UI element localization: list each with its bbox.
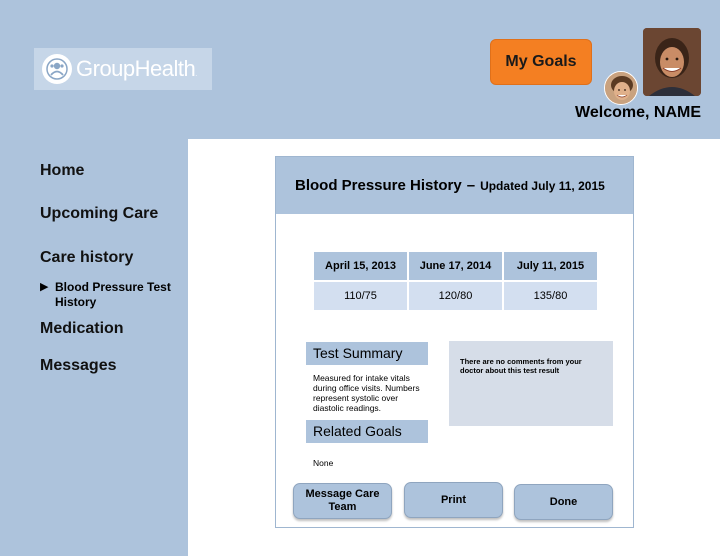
done-button[interactable]: Done bbox=[514, 484, 613, 520]
sidebar-item-messages[interactable]: Messages bbox=[40, 357, 117, 374]
table-cell: 110/75 bbox=[314, 282, 407, 310]
updated-date: Updated July 11, 2015 bbox=[480, 178, 605, 193]
page-title: Blood Pressure History bbox=[295, 177, 462, 194]
panel-header bbox=[276, 157, 633, 214]
related-goals-value: None bbox=[313, 458, 334, 468]
grouphealth-logo[interactable] bbox=[34, 48, 212, 90]
bp-history-panel bbox=[275, 156, 634, 528]
table-cell: 120/80 bbox=[409, 282, 502, 310]
test-summary-heading: Test Summary bbox=[306, 342, 428, 365]
avatar-child[interactable] bbox=[604, 71, 638, 105]
sidebar bbox=[0, 139, 188, 556]
sidebar-item-home[interactable]: Home bbox=[40, 162, 85, 179]
sidebar-subitem-label: Blood Pressure Test History bbox=[55, 280, 171, 309]
welcome-message: Welcome, NAME bbox=[575, 104, 701, 121]
doctor-comment-text: There are no comments from your doctor about this test result bbox=[460, 357, 582, 375]
sidebar-item-medication[interactable]: Medication bbox=[40, 320, 124, 337]
related-goals-heading: Related Goals bbox=[306, 420, 428, 443]
triangle-right-icon: ▶ bbox=[40, 281, 49, 293]
message-care-team-button[interactable]: Message Care Team bbox=[293, 483, 392, 519]
bp-readings-table bbox=[312, 250, 599, 312]
column-header: April 15, 2013 bbox=[314, 252, 407, 280]
column-header: July 11, 2015 bbox=[504, 252, 597, 280]
table-header-row bbox=[314, 252, 597, 280]
print-button[interactable]: Print bbox=[404, 482, 503, 518]
my-goals-button[interactable]: My Goals bbox=[490, 39, 592, 85]
test-summary-text: Measured for intake vitals during office visits. Numbers represent systolic over diastolic readings. bbox=[313, 373, 420, 413]
table-row bbox=[314, 282, 597, 310]
sidebar-subitem-blood-pressure[interactable] bbox=[40, 280, 185, 310]
title-dash: – bbox=[466, 177, 476, 194]
sidebar-item-care-history[interactable]: Care history bbox=[40, 249, 134, 266]
doctor-comment-box bbox=[449, 341, 613, 426]
table-cell: 135/80 bbox=[504, 282, 597, 310]
logo-emblem-icon bbox=[42, 54, 72, 84]
column-header: June 17, 2014 bbox=[409, 252, 502, 280]
logo-text: GroupHealth. bbox=[76, 56, 197, 81]
sidebar-item-upcoming-care[interactable]: Upcoming Care bbox=[40, 205, 159, 222]
avatar-adult[interactable] bbox=[643, 28, 701, 96]
